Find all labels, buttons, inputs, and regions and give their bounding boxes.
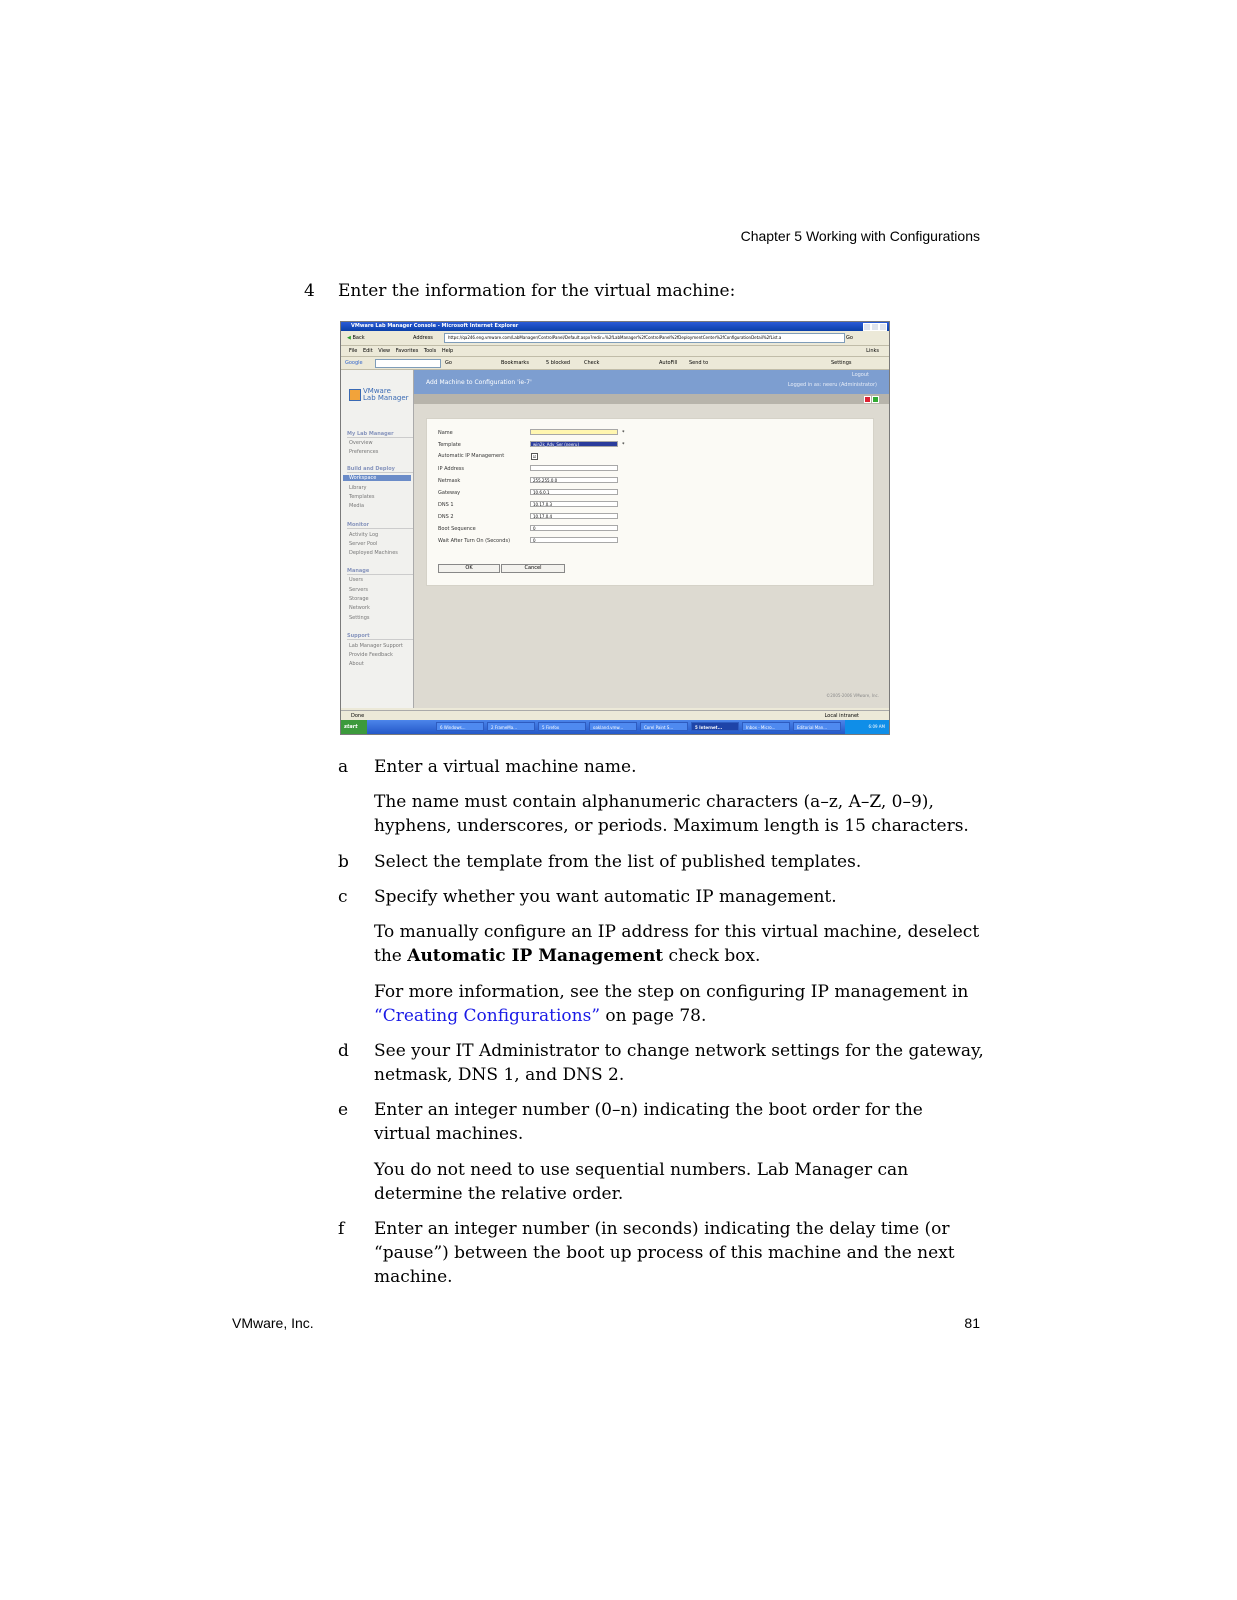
help-icon[interactable] — [864, 396, 871, 403]
copyright-text: ©2005-2006 VMware, Inc. — [826, 693, 879, 698]
google-go-button[interactable]: Go — [445, 360, 452, 366]
app-subbar — [414, 394, 889, 404]
substep-letter: b — [338, 852, 349, 872]
netmask-label: Netmask — [438, 478, 461, 484]
vmware-logo — [349, 388, 409, 402]
vmware-logo-icon — [349, 389, 361, 401]
para-text: To manually configure an IP address for this virtual machine, deselect the — [374, 922, 980, 966]
taskbar-button[interactable]: Corel Paint S... — [640, 722, 688, 731]
status-text: Done — [351, 713, 365, 719]
google-toolbar — [341, 357, 889, 370]
substep-text: Enter an integer number (0–n) indicating the boot order for the virtual machines. — [374, 1100, 923, 1144]
auto-ip-checkbox[interactable]: ☑ — [532, 454, 537, 459]
template-select[interactable]: win2k_Adv_Ser (neeru) — [530, 441, 618, 447]
name-rules-paragraph: The name must contain alphanumeric characters (a–z, A–Z, 0–9), hyphens, underscores, or periods. Maximum length is 15 characters. — [374, 792, 969, 836]
nav-item-activity-log[interactable]: Activity Log — [349, 532, 379, 538]
refresh-icon[interactable] — [872, 396, 879, 403]
minimize-icon[interactable] — [863, 323, 871, 331]
wait-after-label: Wait After Turn On (Seconds) — [438, 538, 511, 544]
nav-item-overview[interactable]: Overview — [349, 440, 373, 446]
system-tray-clock: 6:09 AM — [845, 720, 889, 734]
para-text: on page 78. — [600, 1006, 707, 1026]
para-bold-term: Automatic IP Management — [407, 946, 664, 966]
back-icon[interactable]: ◀ — [347, 335, 351, 341]
substep-text: See your IT Administrator to change network settings for the gateway, netmask, DNS 1, and DNS 2. — [374, 1041, 984, 1085]
menu-bar — [341, 346, 889, 357]
menu-favorites[interactable]: Favorites — [395, 348, 419, 354]
nav-item-servers[interactable]: Servers — [349, 587, 369, 593]
netmask-input[interactable]: 255.255.0.0 — [530, 477, 618, 483]
name-input[interactable] — [530, 429, 618, 435]
nav-item-media[interactable]: Media — [349, 503, 365, 509]
status-bar — [341, 710, 889, 720]
boot-sequence-input[interactable]: 0 — [530, 525, 618, 531]
check-button[interactable]: Check — [584, 360, 600, 366]
substep-letter: f — [338, 1219, 345, 1239]
dns1-input[interactable]: 10.17.0.3 — [530, 501, 618, 507]
popup-blocked-button[interactable]: 5 blocked — [546, 360, 571, 366]
go-button[interactable]: Go — [846, 335, 853, 341]
nav-item-provide-feedback[interactable]: Provide Feedback — [349, 652, 393, 658]
taskbar-button[interactable]: 5 Firefox — [538, 722, 586, 731]
start-button[interactable]: start — [341, 720, 367, 734]
links-label[interactable]: Links — [866, 348, 879, 354]
sidebar — [341, 370, 414, 708]
substep-letter: e — [338, 1100, 349, 1120]
menu-tools[interactable]: Tools — [423, 348, 437, 354]
nav-item-preferences[interactable]: Preferences — [349, 449, 379, 455]
page-number: 81 — [964, 1315, 980, 1331]
manual-ip-paragraph — [374, 920, 984, 968]
nav-item-lab-manager-support[interactable]: Lab Manager Support — [349, 643, 403, 649]
nav-item-network[interactable]: Network — [349, 605, 370, 611]
window-titlebar — [341, 322, 889, 331]
substep-letter: d — [338, 1041, 349, 1061]
menu-edit[interactable]: Edit — [362, 348, 373, 354]
autofill-button[interactable]: AutoFill — [659, 360, 678, 366]
step-4 — [304, 281, 735, 301]
dns2-input[interactable]: 10.17.0.4 — [530, 513, 618, 519]
ok-button[interactable]: OK — [438, 564, 500, 573]
ip-address-input[interactable] — [530, 465, 618, 471]
nav-item-settings[interactable]: Settings — [349, 615, 370, 621]
creating-configurations-link[interactable]: “Creating Configurations” — [374, 1006, 601, 1026]
boot-order-paragraph: You do not need to use sequential numbers. Lab Manager can determine the relative order. — [374, 1160, 909, 1204]
substep-letter: c — [338, 887, 348, 907]
substep-letter: a — [338, 757, 349, 777]
nav-item-deployed-machines[interactable]: Deployed Machines — [349, 550, 398, 556]
cancel-button[interactable]: Cancel — [501, 564, 565, 573]
nav-item-about[interactable]: About — [349, 661, 364, 667]
substep-text: Enter a virtual machine name. — [374, 757, 637, 777]
sendto-button[interactable]: Send to — [689, 360, 709, 366]
nav-group-manage: Manage — [347, 568, 413, 575]
nav-group-monitor: Monitor — [347, 522, 413, 529]
logo-line2: Lab Manager — [363, 394, 409, 402]
nav-item-workspace[interactable]: Workspace — [343, 475, 411, 481]
step-text: Enter the information for the virtual machine: — [338, 281, 736, 301]
maximize-icon[interactable] — [871, 323, 879, 331]
para-text: For more information, see the step on configuring IP management in — [374, 982, 969, 1002]
menu-file[interactable]: File — [349, 348, 358, 354]
lab-manager-screenshot — [340, 321, 890, 735]
gateway-input[interactable]: 10.6.0.1 — [530, 489, 618, 495]
close-icon[interactable] — [879, 323, 887, 331]
ie-toolbar — [341, 331, 889, 346]
nav-item-server-pool[interactable]: Server Pool — [349, 541, 378, 547]
window-title: VMware Lab Manager Console - Microsoft Internet Explorer — [351, 323, 519, 329]
google-search-input[interactable] — [375, 359, 441, 368]
menu-help[interactable]: Help — [441, 348, 454, 354]
substep-text: Enter an integer number (in seconds) indicating the delay time (or “pause”) between the boot up process of this machine and the next machine. — [374, 1219, 955, 1287]
app-header — [414, 370, 889, 394]
logo-line1: VMware — [363, 387, 391, 395]
required-mark: * — [622, 430, 625, 436]
page-title: Add Machine to Configuration 'ie-7' — [426, 379, 532, 386]
security-zone: Local intranet — [824, 713, 859, 719]
auto-ip-label: Automatic IP Management — [438, 453, 505, 459]
required-mark: * — [622, 442, 625, 448]
nav-item-library[interactable]: Library — [349, 485, 367, 491]
ip-address-label: IP Address — [438, 466, 464, 472]
boot-sequence-label: Boot Sequence — [438, 526, 476, 532]
google-logo: Google — [345, 360, 363, 366]
nav-item-storage[interactable]: Storage — [349, 596, 369, 602]
address-input[interactable]: https://qa246.eng.vmware.com/LabManager/ControlPanel/Default.aspx?redir=%2fLabManager%2fControlPanel%2fDeploymentCenter%2fConfigurationDetail%2fList.a — [444, 333, 845, 343]
taskbar-button[interactable]: 2 FrameMa... — [487, 722, 535, 731]
gateway-label: Gateway — [438, 490, 461, 496]
nav-item-users[interactable]: Users — [349, 577, 364, 583]
step-number: 4 — [304, 281, 315, 301]
nav-group-my-lab-manager: My Lab Manager — [347, 431, 413, 438]
wait-after-input[interactable]: 0 — [530, 537, 618, 543]
substep-text: Specify whether you want automatic IP management. — [374, 887, 837, 907]
chapter-header: Chapter 5 Working with Configurations — [740, 228, 980, 244]
address-label: Address — [413, 335, 433, 341]
taskbar-button[interactable]: Editorial Man... — [793, 722, 841, 731]
bookmarks-button[interactable]: Bookmarks — [501, 360, 529, 366]
taskbar-button[interactable]: oakland.vmw... — [589, 722, 637, 731]
more-info-paragraph — [374, 980, 984, 1028]
taskbar-button[interactable]: 6 Windows... — [436, 722, 484, 731]
add-machine-form — [426, 418, 874, 586]
settings-button[interactable]: Settings — [831, 360, 852, 366]
para-text: check box. — [663, 946, 761, 966]
windows-taskbar — [341, 720, 889, 734]
logout-link[interactable]: Logout — [851, 372, 869, 378]
template-label: Template — [438, 442, 461, 448]
dns1-label: DNS 1 — [438, 502, 454, 508]
nav-group-support: Support — [347, 633, 413, 640]
name-label: Name — [438, 430, 453, 436]
nav-group-build-deploy: Build and Deploy — [347, 466, 413, 473]
substep-text: Select the template from the list of published templates. — [374, 852, 862, 872]
taskbar-button[interactable]: Inbox - Micro... — [742, 722, 790, 731]
menu-view[interactable]: View — [378, 348, 391, 354]
lab-manager-app — [341, 370, 889, 708]
nav-item-templates[interactable]: Templates — [349, 494, 375, 500]
back-button[interactable]: Back — [352, 335, 365, 341]
main-content — [414, 370, 889, 708]
footer-company: VMware, Inc. — [232, 1315, 314, 1331]
logged-in-text: Logged in as: neeru (Administrator) — [787, 382, 877, 388]
dns2-label: DNS 2 — [438, 514, 454, 520]
taskbar-button[interactable]: 5 Internet... — [691, 722, 739, 731]
